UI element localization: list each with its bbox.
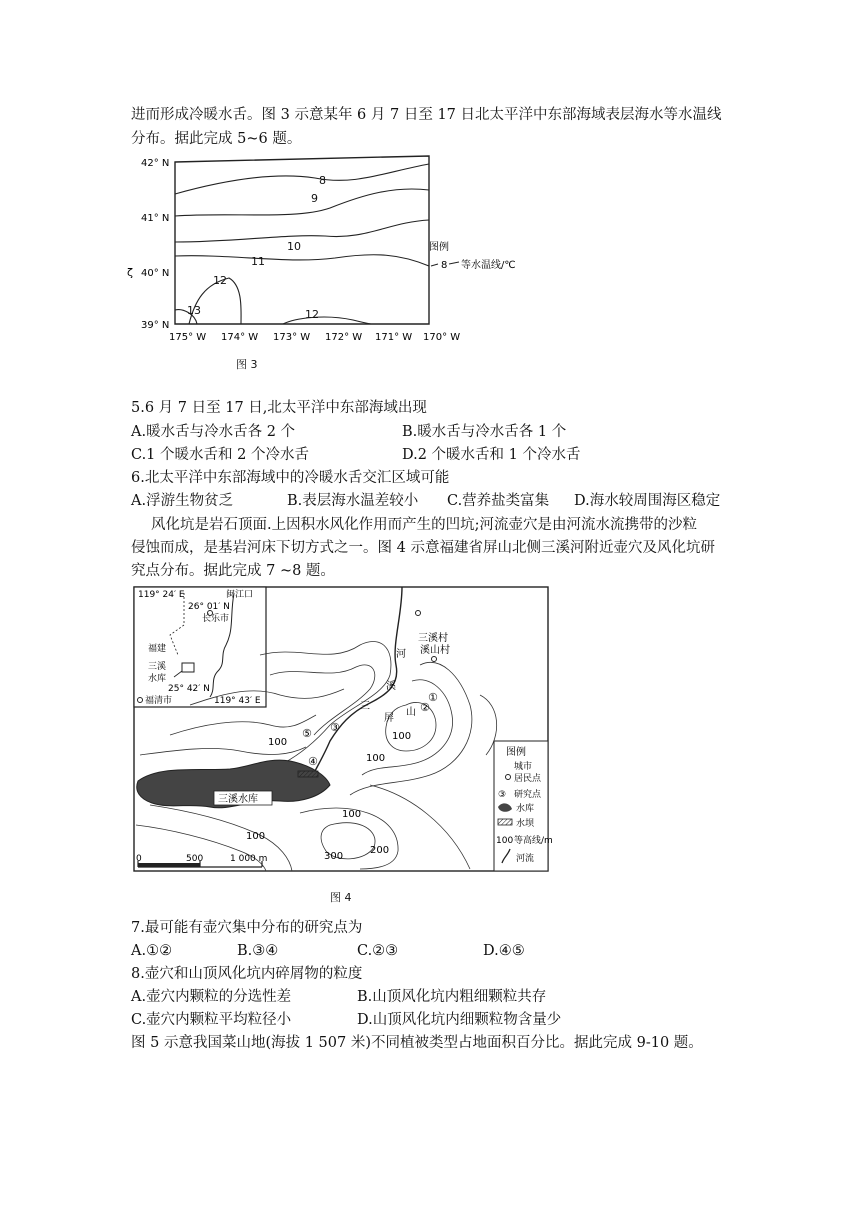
q5-option-a[interactable]: A.暖水舌与冷水舌各 2 个 [131,424,296,440]
fig4-river [314,587,402,773]
fig3-legend-text: 等水温线/℃ [461,260,516,271]
q7-option-a[interactable]: A.①② [131,943,173,959]
q6-options-row [131,492,731,510]
isotherm-label-11: 11 [251,255,265,268]
isotherm-11 [175,255,429,266]
q6-option-b[interactable]: B.表层海水温差较小 [287,493,419,509]
scale-0: 0 [136,854,142,864]
contour-value-4: 100 [246,831,266,842]
river-label-3: 三 [360,701,370,712]
legend-reservoir: 水库 [516,804,535,814]
intro-line-2: 分布。据此完成 5~6 题。 [131,131,302,147]
river-label-2: 溪 [386,681,396,692]
contour-b [270,665,375,735]
fig4-dam [298,771,318,777]
scale-500: 500 [186,854,204,864]
figure-4-topographic-map [130,585,554,875]
contour-m [150,805,292,871]
inset-sanxi-2: 水库 [148,674,167,684]
place-xishan-village: 溪山村 [420,645,450,656]
isotherm-label-12b: 12 [305,308,319,321]
xishan-village-marker [432,657,437,662]
fig3-lon-171: 171° W [375,332,413,343]
isotherm-10 [175,220,429,242]
fig3-lon-175: 175° W [169,332,207,343]
scale-1000: 1 000 m [230,854,268,864]
q6-option-a[interactable]: A.浮游生物贫乏 [131,493,234,509]
q5-options-row-1 [131,423,731,441]
fig3-lon-172: 172° W [325,332,363,343]
legend-dam: 水坝 [516,819,535,829]
sanxi-village-marker [416,611,421,616]
contour-value-2: 100 [392,731,412,742]
fig5-intro: 图 5 示意我国菜山地(海拔 1 507 米)不同植被类型占地面积百分比。据此完成 9-10 题。 [131,1035,703,1051]
q8-option-c[interactable]: C.壶穴内颗粒平均粒径小 [131,1012,292,1028]
legend-river: 河流 [516,854,535,864]
contour-e [140,747,306,755]
fig3-lat-40: 40° N [141,268,170,279]
inset-fuqing: 福清市 [145,696,173,706]
figure-3-caption: 图 3 [236,358,258,371]
q8-options-row-2 [131,1011,731,1029]
contour-d [170,715,316,735]
inset-sanxi-1: 三溪 [148,662,167,672]
contour-value-7: 200 [370,845,390,856]
place-sanxi-village: 三溪村 [418,633,448,644]
inset-lat-top: 26° 01′ N [188,602,230,612]
legend-point: 研究点 [514,790,542,800]
isotherm-9 [175,189,429,216]
q5-option-d[interactable]: D.2 个暖水舌和 1 个冷水舌 [402,447,581,463]
fig3-lat-39: 39° N [141,320,170,331]
q5-stem: 5.6 月 7 日至 17 日,北太平洋中东部海域出现 [131,400,427,416]
q7-options-row [131,942,731,960]
pingshan-label-2: 山 [406,707,416,718]
q5-option-b[interactable]: B.暖水舌与冷水舌各 1 个 [402,424,567,440]
fig3-lon-170: 170° W [423,332,461,343]
contour-f [350,662,472,795]
isotherm-label-12a: 12 [213,274,227,287]
research-point-3: ③ [330,721,340,734]
q7-option-b[interactable]: B.③④ [237,943,279,959]
fig3-legend-title: 图例 [429,242,449,253]
fig3-side-mark: ζ [127,266,133,279]
inset-minjiangkou: 闽江口 [226,590,254,600]
fig3-lat-42: 42° N [141,158,170,169]
contour-value-6: 300 [324,851,344,862]
isotherm-12b [283,317,371,324]
passage-line-3: 究点分布。据此完成 7 ~8 题。 [131,563,335,579]
q6-option-c[interactable]: C.营养盐类富集 [447,493,550,509]
legend-title: 图例 [506,747,526,758]
passage-line-2: 侵蚀而成，是基岩河床下切方式之一。图 4 示意福建省屏山北侧三溪河附近壶穴及风化坑研 [131,540,715,556]
isotherm-label-10: 10 [287,240,301,253]
fig3-frame [175,156,429,324]
fig3-lon-174: 174° W [221,332,259,343]
legend-city: 城市 [514,762,533,772]
q5-option-c[interactable]: C.1 个暖水舌和 2 个冷水舌 [131,447,309,463]
q6-stem: 6.北太平洋中东部海域中的冷暖水舌交汇区域可能 [131,470,450,486]
isotherm-label-13: 13 [187,304,201,317]
legend-dam-swatch [498,819,512,825]
research-point-4: ④ [308,755,318,768]
isotherm-8 [175,164,429,194]
q6-option-d[interactable]: D.海水较周围海区稳定 [574,493,721,509]
research-point-2: ② [420,701,430,714]
fig3-legend-value: 8 [441,260,448,271]
q8-options-row-1 [131,988,731,1006]
q8-option-d[interactable]: D.山顶风化坑内细颗粒物含量少 [357,1012,562,1028]
q8-stem: 8.壶穴和山顶风化坑内碎屑物的粒度 [131,966,363,982]
isotherm-label-9: 9 [311,192,318,205]
inset-lat-bottom: 25° 42′ N [168,684,210,694]
inset-fujian: 福建 [148,644,167,654]
passage-line-1: 风化坑是岩石顶面.上因积水风化作用而产生的凹坑;河流壶穴是由河流水流携带的沙粒 [151,517,697,533]
q7-stem: 7.最可能有壶穴集中分布的研究点为 [131,920,363,936]
legend-contour: 等高线/m [514,836,553,846]
legend-point-symbol: ③ [498,790,507,800]
contour-value-5: 100 [342,809,362,820]
legend-settlement: 居民点 [514,774,542,784]
contour-value-3: 100 [366,753,386,764]
inset-tl-coord: 119° 24′ E [138,590,185,600]
intro-line-1: 进而形成冷暖水舌。图 3 示意某年 6 月 7 日至 17 日北太平洋中东部海域表层海水等水温线 [131,107,722,123]
figure-4-caption: 图 4 [330,891,352,904]
contour-l [370,785,470,869]
fig4-reservoir-label: 三溪水库 [218,794,258,805]
research-point-5: ⑤ [302,727,312,740]
fig3-lon-173: 173° W [273,332,311,343]
q7-option-c[interactable]: C.②③ [357,943,399,959]
inset-br-coord: 119° 43′ E [214,696,261,706]
pingshan-label-1: 屏 [384,713,394,724]
fig3-lat-41: 41° N [141,213,170,224]
q5-options-row-2 [131,446,731,464]
river-label-1: 河 [396,649,406,660]
figure-3-isotherm-map [125,150,545,380]
q8-option-a[interactable]: A.壶穴内颗粒的分选性差 [131,989,292,1005]
q8-option-b[interactable]: B.山顶风化坑内粗细颗粒共存 [357,989,547,1005]
isotherm-label-8: 8 [319,174,326,187]
contour-value-1: 100 [268,737,288,748]
inset-changle: 长乐市 [202,614,230,624]
q7-option-d[interactable]: D.④⑤ [483,943,525,959]
legend-contour-value: 100 [496,836,514,846]
research-point-1: ① [428,691,438,704]
